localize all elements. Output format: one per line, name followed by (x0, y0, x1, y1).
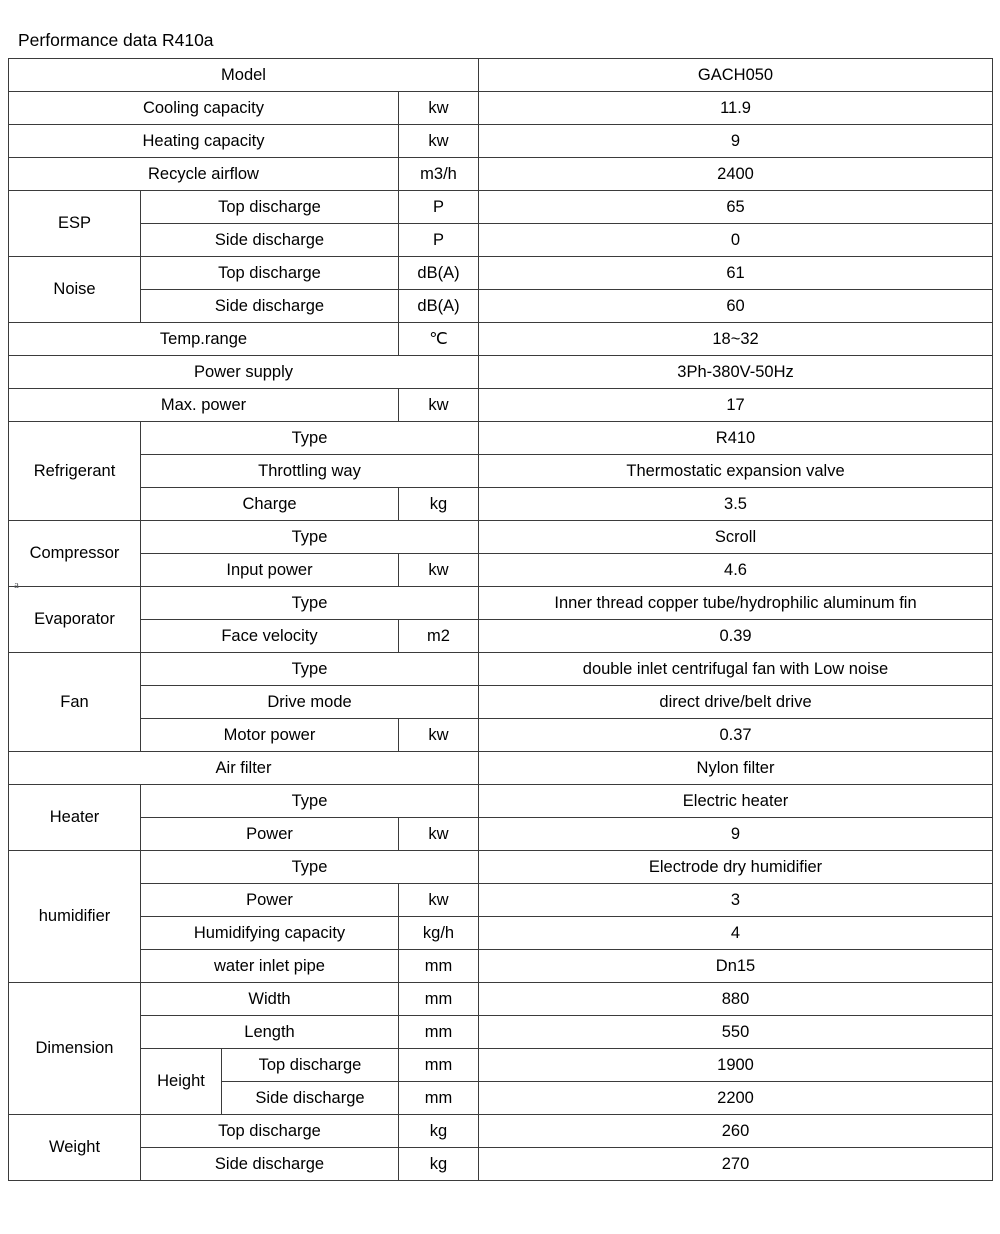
row-value: 3Ph-380V-50Hz (479, 356, 993, 389)
group-label-humidifier: humidifier (9, 851, 141, 983)
row-value: 61 (479, 257, 993, 290)
row-label: Model (9, 59, 479, 92)
table-row (9, 158, 993, 191)
row-unit: mm (399, 1016, 479, 1049)
row-unit: ℃ (399, 323, 479, 356)
row-value: 3 (479, 884, 993, 917)
row-value: 1900 (479, 1049, 993, 1082)
table-row (9, 422, 993, 455)
table-row (9, 389, 993, 422)
row-label: Type (141, 587, 479, 620)
table-row (9, 125, 993, 158)
row-unit: kw (399, 884, 479, 917)
table-row (9, 521, 993, 554)
row-unit: kw (399, 92, 479, 125)
row-value: Electrode dry humidifier (479, 851, 993, 884)
row-value: 2200 (479, 1082, 993, 1115)
row-label: Type (141, 653, 479, 686)
row-label: Power supply (9, 356, 479, 389)
table-row (9, 983, 993, 1016)
row-label: Max. power (9, 389, 399, 422)
performance-data-table (8, 58, 993, 1181)
row-unit: kg (399, 1148, 479, 1181)
row-value: 11.9 (479, 92, 993, 125)
row-value: R410 (479, 422, 993, 455)
row-unit: kw (399, 818, 479, 851)
row-value: 260 (479, 1115, 993, 1148)
row-label: Cooling capacity (9, 92, 399, 125)
row-value: 9 (479, 818, 993, 851)
row-label: Top discharge (222, 1049, 399, 1082)
row-value: direct drive/belt drive (479, 686, 993, 719)
row-unit: kw (399, 125, 479, 158)
row-value: 0.39 (479, 620, 993, 653)
row-unit: dB(A) (399, 290, 479, 323)
row-label: Air filter (9, 752, 479, 785)
row-label: Motor power (141, 719, 399, 752)
row-unit: m3/h (399, 158, 479, 191)
group-label-heater: Heater (9, 785, 141, 851)
row-label: Power (141, 818, 399, 851)
row-value: GACH050 (479, 59, 993, 92)
row-label: Heating capacity (9, 125, 399, 158)
row-unit: P (399, 191, 479, 224)
row-label: Power (141, 884, 399, 917)
row-value: 17 (479, 389, 993, 422)
row-unit: dB(A) (399, 257, 479, 290)
row-value: double inlet centrifugal fan with Low noise (479, 653, 993, 686)
row-value: Thermostatic expansion valve (479, 455, 993, 488)
row-label: Top discharge (141, 1115, 399, 1148)
subgroup-label-height: Height (141, 1049, 222, 1115)
table-row (9, 290, 993, 323)
row-value: 3.5 (479, 488, 993, 521)
group-label-esp: ESP (9, 191, 141, 257)
row-label: Type (141, 521, 479, 554)
row-label: Type (141, 785, 479, 818)
table-row (9, 224, 993, 257)
stray-glyph-artifact: a (14, 579, 19, 591)
group-label-refrigerant: Refrigerant (9, 422, 141, 521)
group-label-dimension: Dimension (9, 983, 141, 1115)
row-label: Top discharge (141, 257, 399, 290)
group-label-noise: Noise (9, 257, 141, 323)
table-row (9, 587, 993, 620)
table-row (9, 1049, 993, 1082)
row-label: Charge (141, 488, 399, 521)
row-label: Drive mode (141, 686, 479, 719)
table-row (9, 92, 993, 125)
row-label: Side discharge (141, 1148, 399, 1181)
table-row (9, 356, 993, 389)
row-label: Input power (141, 554, 399, 587)
row-value: 4 (479, 917, 993, 950)
row-value: Nylon filter (479, 752, 993, 785)
row-unit: kw (399, 554, 479, 587)
table-row (9, 323, 993, 356)
row-label: Humidifying capacity (141, 917, 399, 950)
row-label: Side discharge (222, 1082, 399, 1115)
row-value: 65 (479, 191, 993, 224)
row-label: Temp.range (9, 323, 399, 356)
group-label-compressor: Compressor (9, 521, 141, 587)
group-label-weight: Weight (9, 1115, 141, 1181)
row-unit: kg (399, 488, 479, 521)
table-row (9, 488, 993, 521)
row-label: Throttling way (141, 455, 479, 488)
row-unit: kg/h (399, 917, 479, 950)
row-value: 2400 (479, 158, 993, 191)
table-row (9, 191, 993, 224)
table-row (9, 1148, 993, 1181)
row-value: 4.6 (479, 554, 993, 587)
row-label: Side discharge (141, 290, 399, 323)
table-row (9, 257, 993, 290)
table-row (9, 620, 993, 653)
table-row (9, 719, 993, 752)
page-title: Performance data R410a (18, 30, 214, 50)
group-label-fan: Fan (9, 653, 141, 752)
row-unit: mm (399, 983, 479, 1016)
table-row (9, 1115, 993, 1148)
row-label: Width (141, 983, 399, 1016)
table-row (9, 851, 993, 884)
table-row (9, 686, 993, 719)
row-label: water inlet pipe (141, 950, 399, 983)
row-value: 18~32 (479, 323, 993, 356)
table-row (9, 884, 993, 917)
table-row (9, 653, 993, 686)
row-value: Dn15 (479, 950, 993, 983)
row-label: Top discharge (141, 191, 399, 224)
row-unit: P (399, 224, 479, 257)
row-value: 0.37 (479, 719, 993, 752)
table-row (9, 818, 993, 851)
row-label: Length (141, 1016, 399, 1049)
table-row (9, 950, 993, 983)
row-unit: mm (399, 1082, 479, 1115)
table-row (9, 785, 993, 818)
group-label-evaporator: Evaporator (9, 587, 141, 653)
row-value: 550 (479, 1016, 993, 1049)
table-row (9, 752, 993, 785)
table-row (9, 554, 993, 587)
row-value: Electric heater (479, 785, 993, 818)
table-row (9, 455, 993, 488)
row-value: Inner thread copper tube/hydrophilic aluminum fin (479, 587, 993, 620)
row-value: Scroll (479, 521, 993, 554)
row-label: Type (141, 422, 479, 455)
row-unit: kw (399, 389, 479, 422)
row-label: Side discharge (141, 224, 399, 257)
row-value: 0 (479, 224, 993, 257)
row-value: 880 (479, 983, 993, 1016)
row-label: Type (141, 851, 479, 884)
row-value: 270 (479, 1148, 993, 1181)
table-row (9, 1016, 993, 1049)
row-unit: m2 (399, 620, 479, 653)
row-unit: mm (399, 1049, 479, 1082)
row-value: 60 (479, 290, 993, 323)
table-row (9, 917, 993, 950)
table-row (9, 59, 993, 92)
row-unit: kw (399, 719, 479, 752)
row-unit: kg (399, 1115, 479, 1148)
row-label: Recycle airflow (9, 158, 399, 191)
row-unit: mm (399, 950, 479, 983)
row-label: Face velocity (141, 620, 399, 653)
row-value: 9 (479, 125, 993, 158)
